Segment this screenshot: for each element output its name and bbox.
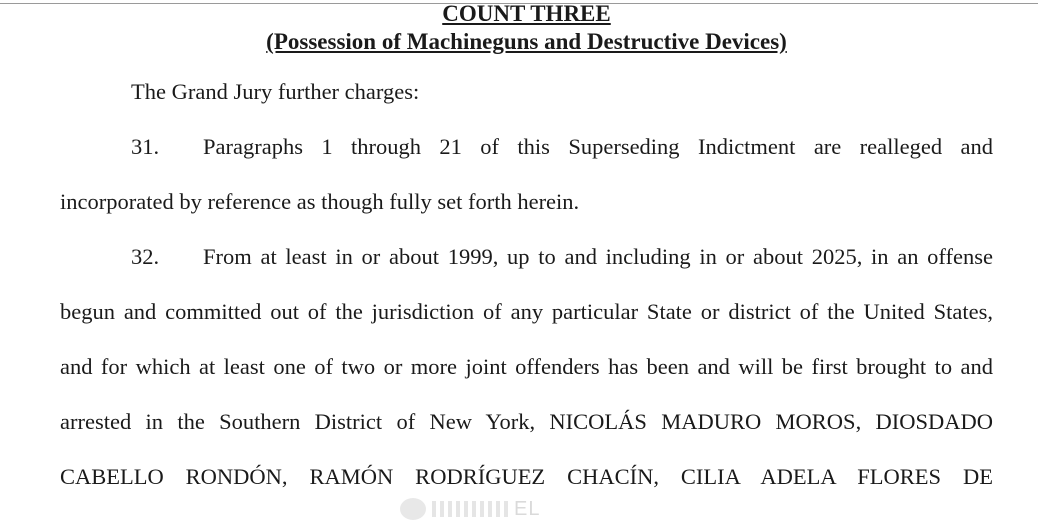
watermark-bars [432, 501, 508, 517]
paragraph-31-line-2: incorporated by reference as though fully set forth herein. [60, 189, 580, 214]
paragraph-number: 32. [131, 244, 160, 269]
watermark [400, 496, 632, 522]
paragraph-text: From at least in or about 1999, up to and including in or about 2025, in an offense [203, 244, 993, 269]
intro-line: The Grand Jury further charges: [131, 79, 420, 104]
paragraph-32-line-2: begun and committed out of the jurisdiction of any particular State or district of the United States, [60, 299, 993, 324]
paragraph-text: Paragraphs 1 through 21 of this Superseding Indictment are realleged and [203, 134, 993, 159]
paragraph-32-line-4: arrested in the Southern District of New York, NICOLÁS MADURO MOROS, DIOSDADO [60, 409, 993, 434]
paragraph-31-line-1 [60, 132, 993, 162]
watermark-logo-icon [400, 498, 426, 520]
paragraph-32-line-5: CABELLO RONDÓN, RAMÓN RODRÍGUEZ CHACÍN, CILIA ADELA FLORES DE [60, 464, 993, 489]
paragraph-32-line-3: and for which at least one of two or more joint offenders has been and will be first brought to and [60, 354, 993, 379]
paragraph-number: 31. [131, 134, 160, 159]
count-subtitle: (Possession of Machineguns and Destructive Devices) [266, 29, 787, 54]
paragraph-32-line-1 [60, 242, 993, 272]
watermark-text: EL [514, 497, 541, 520]
count-heading: COUNT THREE [442, 1, 611, 26]
